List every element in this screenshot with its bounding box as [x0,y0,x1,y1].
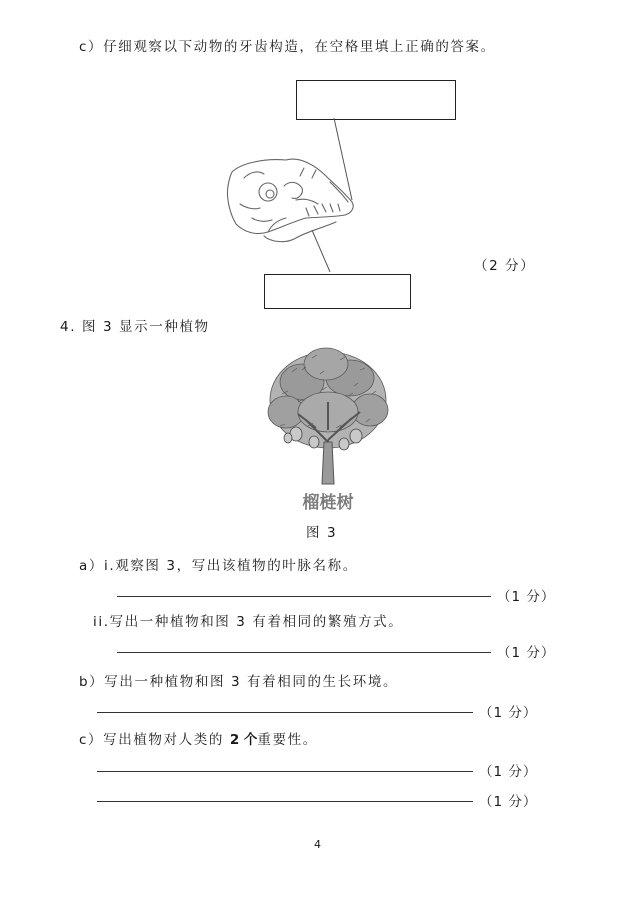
q4a-ii-answer-row [117,641,555,661]
q4a-i-answer-row [117,585,555,605]
q4b-answer-line[interactable] [97,712,473,713]
q4c-answer-line-2[interactable] [97,801,473,802]
q4a-ii-answer-line[interactable] [117,652,491,653]
q4b-marks: （1 分） [479,705,538,721]
durian-tree-figure [262,342,394,514]
q4c-prompt-after: 重要性。 [257,732,318,748]
leader-line-bottom [312,230,330,272]
q4a-i-marks: （1 分） [497,589,556,605]
q4c-answer-row-2 [97,790,537,810]
q4c-answer-row-1 [97,760,537,780]
q4c-marks-1: （1 分） [479,764,538,780]
tree-label: 榴梿树 [302,493,354,513]
leader-line-top [334,118,352,200]
q4c-prompt-before: c）写出植物对人类的 [79,732,230,748]
q4a-i-prompt: a）i.观察图 3，写出该植物的叶脉名称。 [79,558,358,574]
q4b-prompt: b）写出一种植物和图 3 有着相同的生长环境。 [79,674,399,690]
q4a-i-answer-line[interactable] [117,596,491,597]
q4c-prompt [79,731,318,749]
q3c-prompt: c）仔细观察以下动物的牙齿构造，在空格里填上正确的答案。 [79,39,496,55]
q3c-marks: （2 分） [474,258,536,274]
q4b-answer-row [97,701,537,721]
q4c-prompt-bold: 2 个 [229,732,258,748]
q4-heading: 4. 图 3 显示一种植物 [60,319,210,335]
q4a-ii-marks: （1 分） [497,645,556,661]
page-number: 4 [314,838,321,851]
q4a-ii-prompt: ii.写出一种植物和图 3 有着相同的繁殖方式。 [93,614,404,630]
q4c-marks-2: （1 分） [479,794,538,810]
q4c-answer-line-1[interactable] [97,771,473,772]
figure-caption: 图 3 [306,525,338,541]
